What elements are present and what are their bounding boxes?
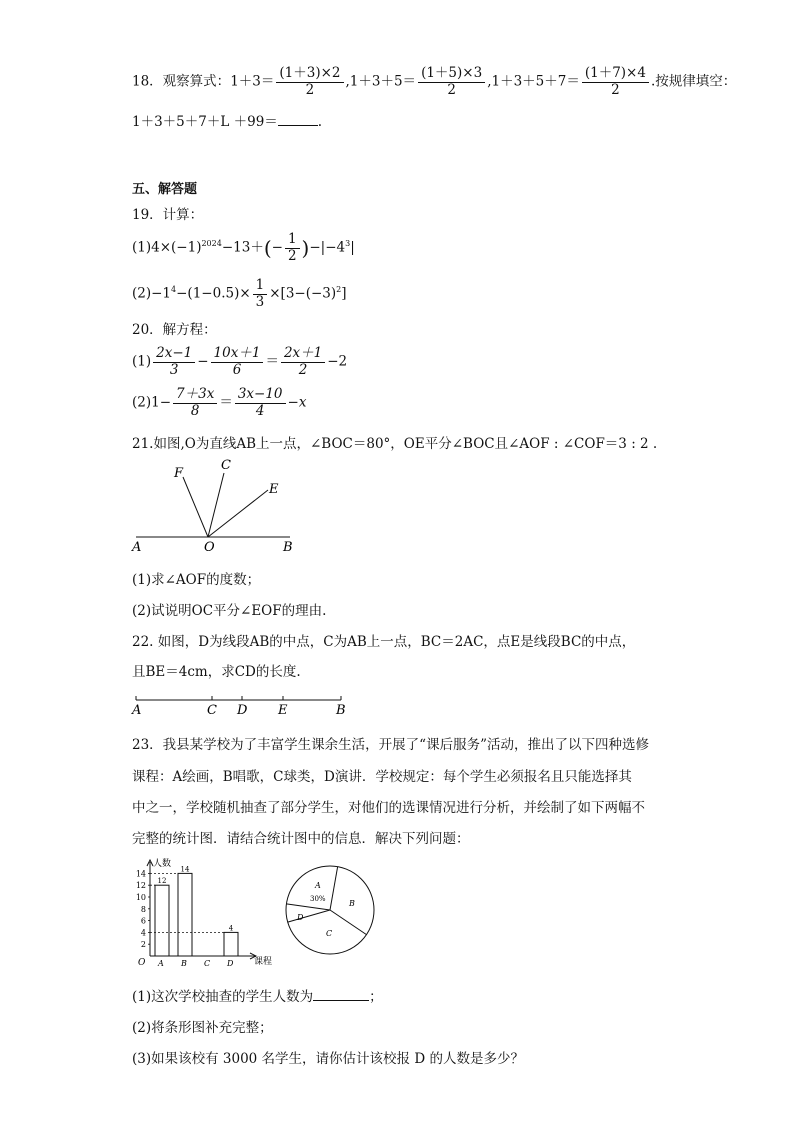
bar-y-tick-label: 6: [140, 916, 146, 926]
q23-line4: 完整的统计图．请结合统计图中的信息．解决下列问题：: [132, 831, 470, 847]
bar-category-label: A: [158, 959, 164, 968]
q18-frac2-den: 2: [447, 81, 456, 98]
label-f: F: [174, 466, 184, 481]
q19-p2-exp2: 2: [336, 285, 342, 295]
q19-part1: $(1)4\times(-1)^{2024}-13+(-$ $\frac{1}{2}$ )$-|-4^3|$: [132, 231, 355, 264]
bar-y-label: 人数: [153, 859, 172, 869]
q19-p1-frac: [285, 232, 300, 264]
q18-lead: 18．观察算式：: [132, 73, 231, 90]
q18-frac1-den: 2: [305, 81, 315, 98]
pie-annotation: 30%: [310, 895, 326, 903]
q19-p2-frac-num: 1: [253, 278, 268, 295]
q18-line2-end: .: [317, 114, 323, 130]
q20-part1: (1) $\frac{2x-1}{3}$ − $\frac{10x+1}{6}$ ＝ $\frac{2x+1}{2}$ −2: [132, 345, 348, 378]
pie-slice-label: C: [326, 929, 333, 938]
q20-p1-f3n: 2x＋1: [281, 346, 325, 363]
label-c: C: [221, 458, 231, 473]
q18-frac3-den: 2: [611, 81, 620, 98]
q22-segment-diagram: [128, 692, 353, 718]
q19-p1-rparen: ): [301, 236, 310, 261]
q19-p1-exp2: 3: [345, 239, 351, 249]
label-e: E: [269, 482, 279, 497]
pie-slice-label: A: [315, 881, 321, 890]
q20-p1-frac1: [153, 346, 195, 378]
ray-oc: [208, 473, 224, 537]
q20-p2-f2n: 3x−10: [235, 387, 286, 404]
bar-origin-label: O: [138, 958, 146, 968]
bar-data-label: 12: [157, 877, 167, 886]
q19-p2-c: ×[3−(−3): [269, 285, 337, 302]
q19-p1-a: (1)4×(−1): [132, 239, 202, 256]
q19-p2-d: ]: [341, 285, 347, 302]
bar-category-label: D: [227, 959, 234, 968]
q19-p1-d: |: [350, 239, 355, 256]
seg-label-a: A: [132, 703, 142, 718]
bar-x-label: 课程: [254, 957, 273, 967]
pie-chart: [282, 864, 380, 956]
q20-p2-label: (2)1−: [132, 394, 172, 411]
bar-y-tick-label: 4: [140, 928, 146, 938]
q20-p2-frac1: [173, 387, 217, 419]
label-a: A: [132, 540, 142, 555]
q19-p2-exp: 4: [171, 285, 177, 295]
q20-p1-frac2: [211, 346, 264, 378]
q19-p1-lparen: (: [263, 236, 272, 261]
q18-line1: [132, 66, 736, 98]
q21-angle-diagram: [128, 455, 308, 555]
q23-sub3: (3)如果该校有 3000 名学生，请你估计该校报 D 的人数是多少？: [132, 1051, 524, 1067]
q18-tail: .按规律填空：: [650, 73, 737, 90]
ray-oe: [208, 490, 268, 537]
q20-p1-f2n: 10x＋1: [211, 346, 264, 363]
q19-p2-a: (2)−1: [132, 285, 172, 302]
q22-line1: 22. 如图，D为线段AB的中点，C为AB上一点，BC＝2AC，点E是线段BC的中点，: [132, 634, 636, 650]
bar: [178, 873, 192, 956]
q19-part2: [132, 278, 347, 310]
q18-frac3: [582, 66, 649, 98]
q21-sub1: (1)求∠AOF的度数；: [132, 572, 261, 588]
q19-p1-c: −|−4: [309, 239, 346, 256]
q18-line2: [132, 110, 322, 130]
q20-p1-tail: −2: [327, 353, 348, 370]
q19-p1-frac-num: 1: [285, 232, 300, 249]
q20-p1-f3d: 2: [298, 361, 308, 378]
bar-y-tick-label: 2: [140, 940, 146, 950]
q22-line2: 且BE＝4cm，求CD的长度.: [132, 664, 301, 680]
q20-title: 20．解方程：: [132, 322, 217, 338]
q19-p1-b: −13＋: [221, 239, 264, 256]
q19-p2-frac: [253, 278, 268, 310]
label-o: O: [204, 540, 215, 555]
q18-frac1-num: (1＋3)×2: [276, 66, 343, 83]
pie-slice-label: B: [349, 899, 355, 908]
bar-category-label: B: [181, 959, 187, 968]
q20-p1-f2d: 6: [232, 361, 242, 378]
bar: [224, 932, 238, 956]
q20-p1-f1d: 3: [169, 361, 179, 378]
q20-p1-f1n: 2x−1: [153, 346, 195, 363]
bar-category-label: C: [204, 959, 211, 968]
bar-chart: [128, 856, 278, 971]
seg-label-d: D: [237, 703, 248, 718]
q18-frac1: [276, 66, 343, 98]
bar-y-tick-label: 14: [135, 869, 146, 879]
q18-frac2: [418, 66, 485, 98]
seg-label-b: B: [336, 703, 346, 718]
ray-of: [183, 477, 208, 537]
bar-y-tick-label: 8: [140, 904, 146, 914]
bar-data-label: 4: [228, 924, 234, 933]
q20-p1-label: (1): [132, 353, 152, 370]
bar-y-tick-label: 10: [135, 893, 146, 902]
q20-p2-frac2: [235, 387, 286, 419]
q20-p2-f1d: 8: [190, 402, 200, 419]
q23-sub1: [132, 985, 383, 1005]
q18-e2-pre: ,1＋3＋5＝: [345, 73, 417, 90]
q20-p1-frac3: [281, 346, 325, 378]
seg-label-c: C: [207, 703, 217, 718]
q23-line1: 23．我县某学校为了丰富学生课余生活，开展了“课后服务”活动，推出了以下四种选修: [132, 737, 649, 753]
q18-frac3-num: (1＋7)×4: [582, 66, 649, 83]
q20-part2: (2)1− $\frac{7+3x}{8}$ ＝ $\frac{3x-10}{4}$ −x: [132, 386, 307, 419]
label-b: B: [283, 540, 293, 555]
q18-line2-text: 1＋3＋5＋7＋L ＋99＝: [132, 114, 278, 130]
q18-frac2-num: (1＋5)×3: [418, 66, 485, 83]
q21-stem: 21.如图,O为直线AB上一点，∠BOC＝80°，OE平分∠BOC且∠AOF : ∠COF＝3 : 2 .: [132, 436, 658, 452]
q20-p2-f2d: 4: [255, 402, 265, 419]
q23-line2: 课程：A绘画，B唱歌，C球类，D演讲．学校规定：每个学生必须报名且只能选择其: [132, 769, 632, 785]
q20-p2-tail: −x: [287, 394, 307, 411]
q23-sub2: (2)将条形图补充完整；: [132, 1020, 273, 1036]
q23-sub1-end: ；: [369, 989, 383, 1005]
q19-p2-frac-den: 3: [255, 293, 265, 310]
pie-slice-label: D: [297, 913, 304, 922]
q19-p1-exp: 2024: [201, 239, 222, 249]
q21-sub2: (2)试说明OC平分∠EOF的理由.: [132, 603, 327, 619]
q18-answer-blank[interactable]: [278, 113, 318, 126]
q19-p1-frac-den: 2: [287, 247, 297, 264]
q23-line3: 中之一，学校随机抽查了部分学生，对他们的选课情况进行分析，并绘制了如下两幅不: [132, 800, 645, 816]
q19-title: 19．计算：: [132, 207, 204, 223]
section-title: 五、解答题: [132, 182, 198, 197]
q18-e1-pre: 1＋3＝: [230, 73, 275, 90]
q20-p2-f1n: 7＋3x: [173, 387, 217, 404]
q18-e3-pre: ,1＋3＋5＋7＝: [487, 73, 580, 90]
seg-label-e: E: [278, 703, 288, 718]
bar-y-tick-label: 12: [135, 881, 146, 891]
q23-sub1-text: (1)这次学校抽查的学生人数为: [132, 989, 314, 1005]
bar: [155, 885, 169, 956]
q23-answer-blank[interactable]: [313, 988, 369, 1001]
q19-p2-b: −(1−0.5)×: [176, 285, 251, 302]
bar-data-label: 14: [180, 865, 190, 874]
